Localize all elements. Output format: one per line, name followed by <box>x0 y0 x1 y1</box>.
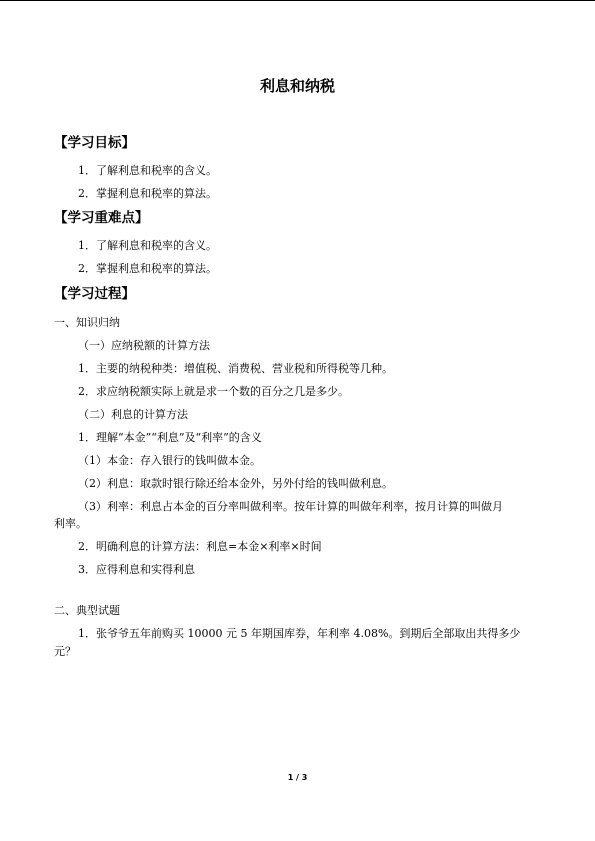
part1-line: 1．理解“本金”“利息”及“利率”的含义 <box>78 431 262 444</box>
part1-line: 1．主要的纳税种类：增值税、消费税、营业税和所得税等几种。 <box>78 362 393 375</box>
part1-line: 3．应得利息和实得利息 <box>78 563 195 576</box>
part1-title: 一、知识归纳 <box>54 316 120 329</box>
part1-line: （2）利息：取款时银行除还给本金外，另外付给的钱叫做利息。 <box>78 477 393 490</box>
key-point-item-2: 2．掌握利息和税率的算法。 <box>78 262 217 275</box>
heading-key-points: 【学习重难点】 <box>54 210 149 226</box>
heading-learning-goals: 【学习目标】 <box>54 135 135 151</box>
key-point-item-1: 1．了解利息和税率的含义。 <box>78 239 217 252</box>
part1-line: 2．求应纳税额实际上就是求一个数的百分之几是多少。 <box>78 385 349 398</box>
part1-line: 2．明确利息的计算方法：利息=本金×利率×时间 <box>78 540 322 553</box>
part2-line: 元？ <box>54 645 76 658</box>
top-border <box>0 0 595 1</box>
part1-line: （二）利息的计算方法 <box>78 408 188 421</box>
part2-line: 1．张爷爷五年前购买 10000 元 5 年期国库券，年利率 4.08%。到期后全部取出共得多少 <box>78 627 521 640</box>
part1-line: 利率。 <box>54 517 87 530</box>
document-title: 利息和纳税 <box>259 77 335 95</box>
heading-learning-process: 【学习过程】 <box>54 286 135 302</box>
part1-line: （一）应纳税额的计算方法 <box>78 339 210 352</box>
part1-line: （1）本金：存入银行的钱叫做本金。 <box>78 454 261 467</box>
part2-title: 二、典型试题 <box>54 604 120 617</box>
goal-item-1: 1．了解利息和税率的含义。 <box>78 164 217 177</box>
goal-item-2: 2．掌握利息和税率的算法。 <box>78 187 217 200</box>
page-number: 1 / 3 <box>287 773 308 782</box>
part1-line: （3）利率：利息占本金的百分率叫做利率。按年计算的叫做年利率，按月计算的叫做月 <box>78 500 503 513</box>
